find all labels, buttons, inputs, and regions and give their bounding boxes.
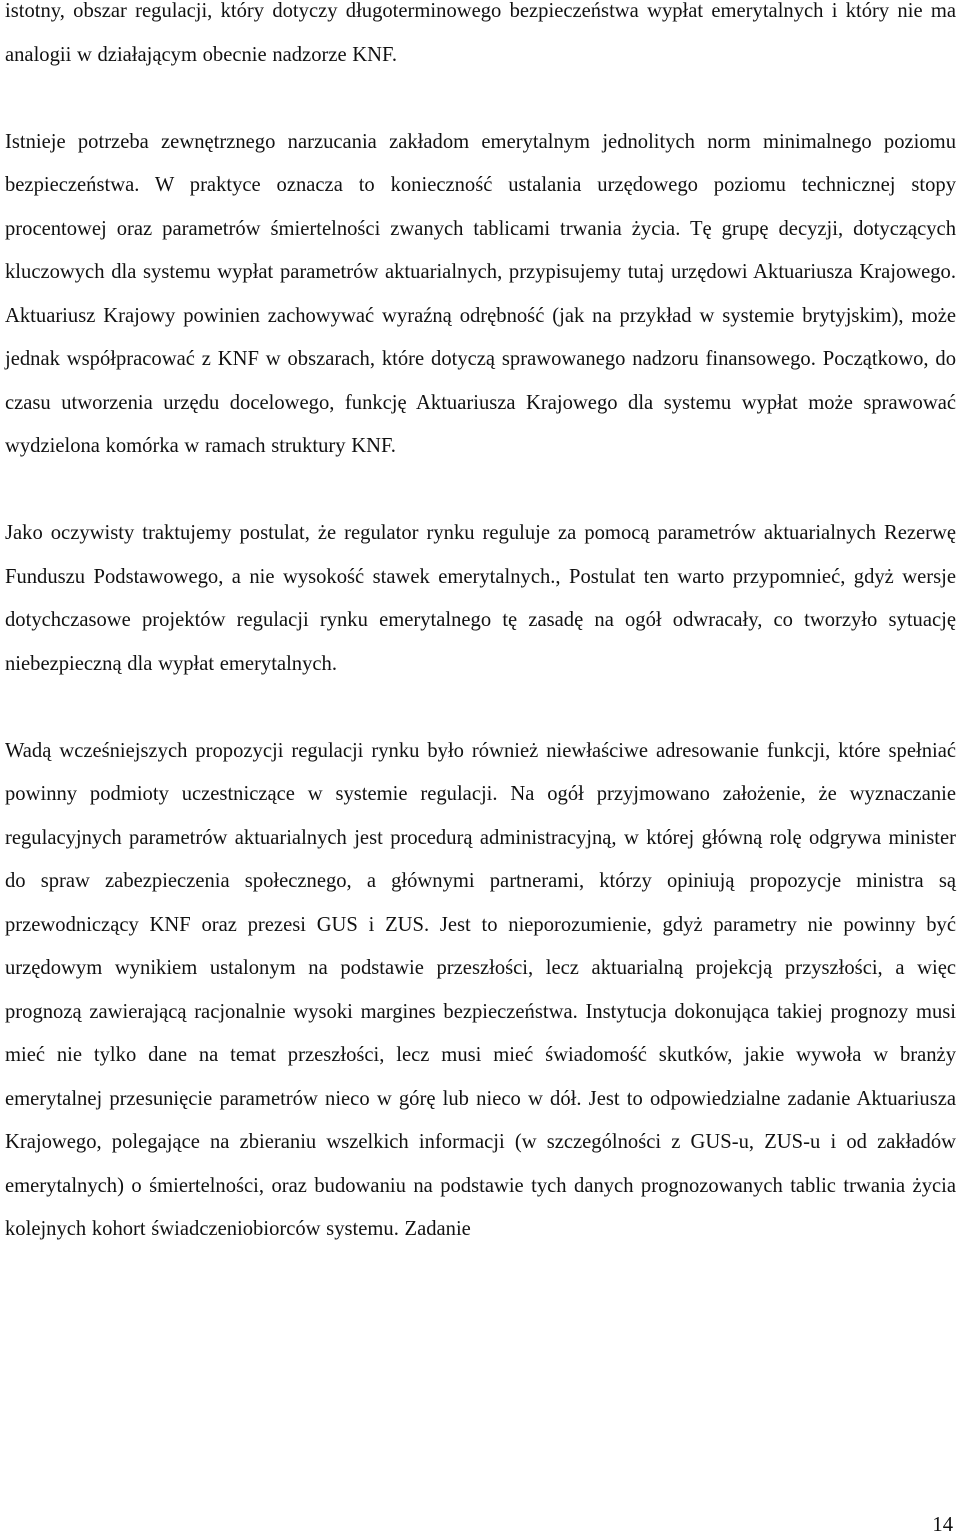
document-body — [5, 0, 956, 1252]
paragraph-spacer — [5, 77, 956, 121]
paragraph-1: istotny, obszar regulacji, który dotyczy długoterminowego bezpieczeństwa wypłat emerytalnych i który nie ma analogii w działającym obecnie nadzorze KNF. — [5, 0, 956, 66]
paragraph-spacer — [5, 469, 956, 513]
paragraph-spacer — [5, 686, 956, 730]
paragraph-4: Wadą wcześniejszych propozycji regulacji rynku było również niewłaściwe adresowanie funkcji, które spełniać powinny podmioty uczestniczące w systemie regulacji. Na ogół przyjmowano założenie, że wyznaczanie regulacyjnych parametrów aktuarialnych jest procedurą administracyjną, w której główną rolę odgrywa minister do spraw zabezpieczenia społecznego, a głównymi partnerami, którzy opiniują propozycje ministra są przewodniczący KNF oraz prezesi GUS i ZUS. Jest to nieporozumienie, gdyż parametry nie powinny być urzędowym wynikiem ustalonym na podstawie przeszłości, lecz aktuarialną projekcją przyszłości, a więc prognozą zawierającą racjonalnie wysoki margines bezpieczeństwa. Instytucja dokonująca takiej prognozy musi mieć nie tylko dane na temat przeszłości, lecz musi mieć świadomość skutków, jakie wywoła w branży emerytalnej przesunięcie parametrów nieco w górę lub nieco w dół. Jest to odpowiedzialne zadanie Aktuariusza Krajowego, polegające na zbieraniu wszelkich informacji (w szczególności z GUS-u, ZUS-u i od zakładów emerytalnych) o śmiertelności, oraz budowaniu na podstawie tych danych prognozowanych tablic trwania życia kolejnych kohort świadczeniobiorców systemu. Zadanie — [5, 739, 956, 1240]
paragraph-2: Istnieje potrzeba zewnętrznego narzucania zakładom emerytalnym jednolitych norm minimalnego poziomu bezpieczeństwa. W praktyce oznacza to konieczność ustalania urzędowego poziomu technicznej stopy procentowej oraz parametrów śmiertelności zwanych tablicami trwania życia. Tę grupę decyzji, dotyczących kluczowych dla systemu wypłat parametrów aktuarialnych, przypisujemy tutaj urzędowi Aktuariusza Krajowego. Aktuariusz Krajowy powinien zachowywać wyraźną odrębność (jak na przykład w systemie brytyjskim), może jednak współpracować z KNF w obszarach, które dotyczą sprawowanego nadzoru finansowego. Początkowo, do czasu utworzenia urzędu docelowego, funkcję Aktuariusza Krajowego dla systemu wypłat może sprawować wydzielona komórka w ramach struktury KNF. — [5, 130, 956, 457]
paragraph-3: Jako oczywisty traktujemy postulat, że regulator rynku reguluje za pomocą parametrów aktuarialnych Rezerwę Funduszu Podstawowego, a nie wysokość stawek emerytalnych., Postulat ten warto przypomnieć, gdyż wersje dotychczasowe projektów regulacji rynku emerytalnego tę zasadę na ogół odwracały, co tworzyło sytuację niebezpieczną dla wypłat emerytalnych. — [5, 522, 956, 675]
page-number: 14 — [932, 1514, 953, 1536]
